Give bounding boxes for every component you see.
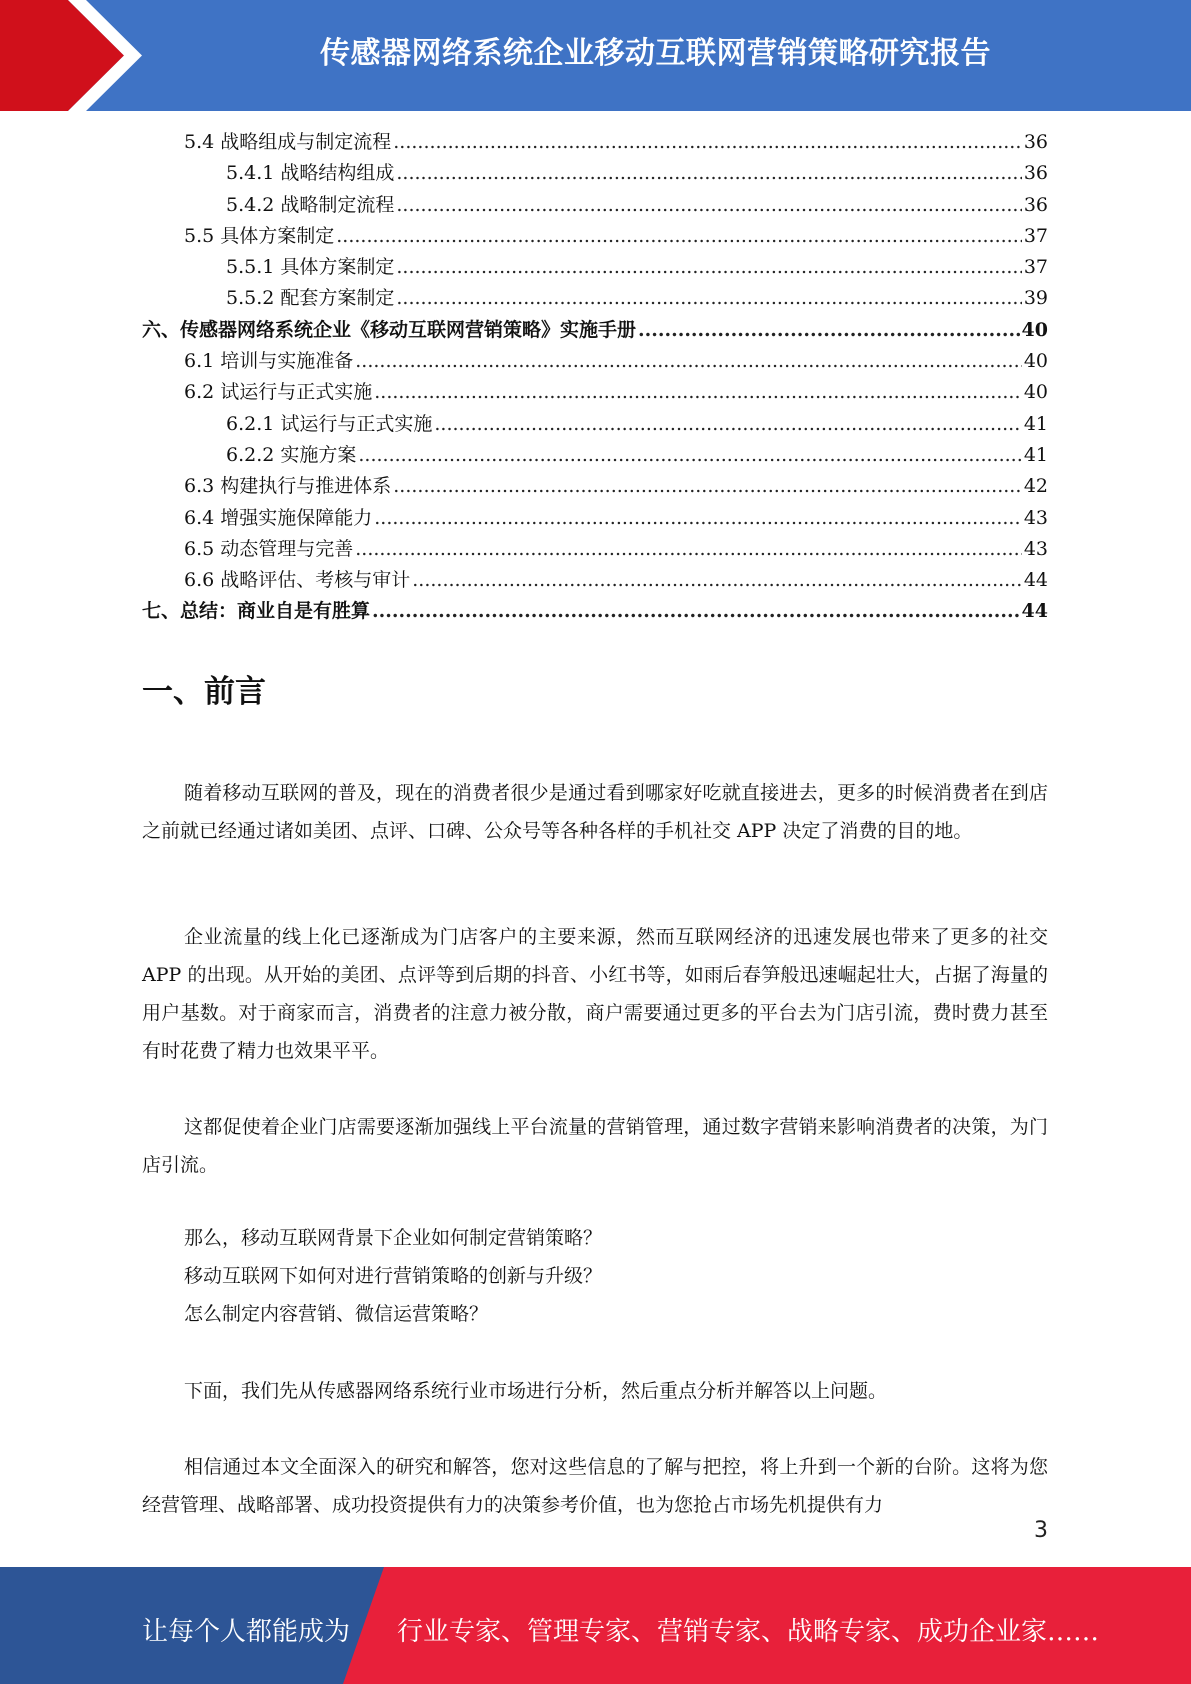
footer-slogan-right: 行业专家、管理专家、营销专家、战略专家、成功企业家…… xyxy=(397,1617,1100,1647)
toc-entry-label: 6.4 增强实施保障能力 xyxy=(184,506,373,529)
toc-entry[interactable] xyxy=(142,565,1048,596)
page-footer xyxy=(0,1567,1191,1684)
toc-entry-label: 六、传感器网络系统企业《移动互联网营销策略》实施手册 xyxy=(142,318,637,341)
toc-entry-page: 44 xyxy=(1023,569,1048,592)
toc-leader-dots xyxy=(355,346,1022,377)
toc-leader-dots xyxy=(358,440,1021,471)
toc-entry[interactable] xyxy=(142,534,1048,565)
toc-entry-label: 6.5 动态管理与完善 xyxy=(184,537,354,560)
toc-entry-page: 44 xyxy=(1021,600,1048,623)
toc-entry-page: 37 xyxy=(1023,224,1048,247)
question-line-1: 那么，移动互联网背景下企业如何制定营销策略？ xyxy=(184,1227,603,1249)
toc-entry-label: 6.2 试运行与正式实施 xyxy=(184,381,373,404)
toc-leader-dots xyxy=(638,315,1020,346)
paragraph-3: 这都促使着企业门店需要逐渐加强线上平台流量的营销管理，通过数字营销来影响消费者的决策，为门店引流。 xyxy=(142,1116,1048,1176)
toc-entry-page: 36 xyxy=(1023,162,1048,185)
paragraph-5: 相信通过本文全面深入的研究和解答，您对这些信息的了解与把控，将上升到一个新的台阶。这将为您经营管理、战略部署、成功投资提供有力的决策参考价值，也为您抢占市场先机提供有力 xyxy=(142,1456,1048,1516)
toc-entry-label: 5.5 具体方案制定 xyxy=(184,224,335,247)
toc-entry-label: 6.2.2 实施方案 xyxy=(226,443,357,466)
toc-leader-dots xyxy=(393,471,1022,502)
toc-entry-page: 40 xyxy=(1021,318,1048,341)
toc-entry-page: 36 xyxy=(1023,193,1048,216)
toc-leader-dots xyxy=(372,596,1020,627)
toc-entry-page: 41 xyxy=(1023,443,1048,466)
toc-entry-page: 40 xyxy=(1023,350,1048,373)
section-heading: 一、前言 xyxy=(142,674,266,710)
toc-entry-label: 5.5.1 具体方案制定 xyxy=(226,256,395,279)
toc-entry-label: 5.4 战略组成与制定流程 xyxy=(184,131,392,153)
page-number: 3 xyxy=(1034,1518,1048,1543)
footer-slogan-left: 让每个人都能成为 xyxy=(142,1617,351,1647)
toc-entry[interactable] xyxy=(142,596,1048,627)
toc-entry-page: 41 xyxy=(1023,412,1048,435)
page-header xyxy=(0,0,1191,111)
toc-entry-label: 6.2.1 试运行与正式实施 xyxy=(226,412,433,435)
toc-leader-dots xyxy=(336,221,1022,252)
toc-entry-page: 37 xyxy=(1023,256,1048,279)
toc-entry-page: 40 xyxy=(1023,381,1048,404)
question-line-2: 移动互联网下如何对进行营销策略的创新与升级？ xyxy=(184,1265,603,1287)
toc-leader-dots xyxy=(396,252,1021,283)
toc-entry[interactable] xyxy=(142,440,1048,471)
toc-leader-dots xyxy=(396,190,1021,221)
toc-entry[interactable] xyxy=(142,315,1048,346)
toc-entry-page: 43 xyxy=(1023,537,1048,560)
toc-entry[interactable] xyxy=(142,471,1048,502)
toc-entry-label: 6.3 构建执行与推进体系 xyxy=(184,475,392,498)
toc-entry-label: 6.6 战略评估、考核与审计 xyxy=(184,569,411,592)
toc-leader-dots xyxy=(396,283,1021,314)
toc-entry[interactable] xyxy=(142,503,1048,534)
paragraph-2: 企业流量的线上化已逐渐成为门店客户的主要来源，然而互联网经济的迅速发展也带来了更多的社交 APP 的出现。从开始的美团、点评等到后期的抖音、小红书等，如雨后春笋般迅速崛起壮大，占据了海量的用户基数。对于商家而言，消费者的注意力被分散，商户需要通过更多的平台去为门店引流，费时费力甚至有时花费了精力也效果平平。 xyxy=(142,926,1048,1062)
toc-leader-dots xyxy=(374,377,1022,408)
toc-entry-label: 5.4.2 战略制定流程 xyxy=(226,193,395,216)
toc-entry[interactable] xyxy=(142,190,1048,221)
toc-entry-page: 39 xyxy=(1023,287,1048,310)
toc-entry-page: 42 xyxy=(1023,475,1048,498)
toc-entry-label: 6.1 培训与实施准备 xyxy=(184,350,354,373)
report-title: 传感器网络系统企业移动互联网营销策略研究报告 xyxy=(320,36,991,71)
paragraph-1: 随着移动互联网的普及，现在的消费者很少是通过看到哪家好吃就直接进去，更多的时候消费者在到店之前就已经通过诸如美团、点评、口碑、公众号等各种各样的手机社交 APP 决定了消费的目的地。 xyxy=(142,782,1048,842)
toc-entry[interactable] xyxy=(142,377,1048,408)
toc-leader-dots xyxy=(355,534,1022,565)
toc-entry-label: 七、总结：商业自是有胜算 xyxy=(142,600,371,623)
toc-entry[interactable] xyxy=(142,346,1048,377)
toc-entry[interactable] xyxy=(142,158,1048,189)
toc-leader-dots xyxy=(393,127,1022,158)
table-of-contents xyxy=(142,127,1048,628)
paragraph-4: 下面，我们先从传感器网络系统行业市场进行分析，然后重点分析并解答以上问题。 xyxy=(184,1380,888,1402)
toc-entry[interactable] xyxy=(142,221,1048,252)
question-line-3: 怎么制定内容营销、微信运营策略？ xyxy=(184,1303,489,1325)
toc-leader-dots xyxy=(434,409,1021,440)
toc-entry[interactable] xyxy=(142,409,1048,440)
toc-entry-page: 36 xyxy=(1023,131,1048,153)
toc-leader-dots xyxy=(374,503,1022,534)
toc-entry-page: 43 xyxy=(1023,506,1048,529)
toc-entry[interactable] xyxy=(142,127,1048,158)
toc-leader-dots xyxy=(412,565,1022,596)
toc-entry[interactable] xyxy=(142,252,1048,283)
toc-entry[interactable] xyxy=(142,283,1048,314)
toc-entry-label: 5.5.2 配套方案制定 xyxy=(226,287,395,310)
toc-entry-label: 5.4.1 战略结构组成 xyxy=(226,162,395,185)
toc-leader-dots xyxy=(396,158,1021,189)
